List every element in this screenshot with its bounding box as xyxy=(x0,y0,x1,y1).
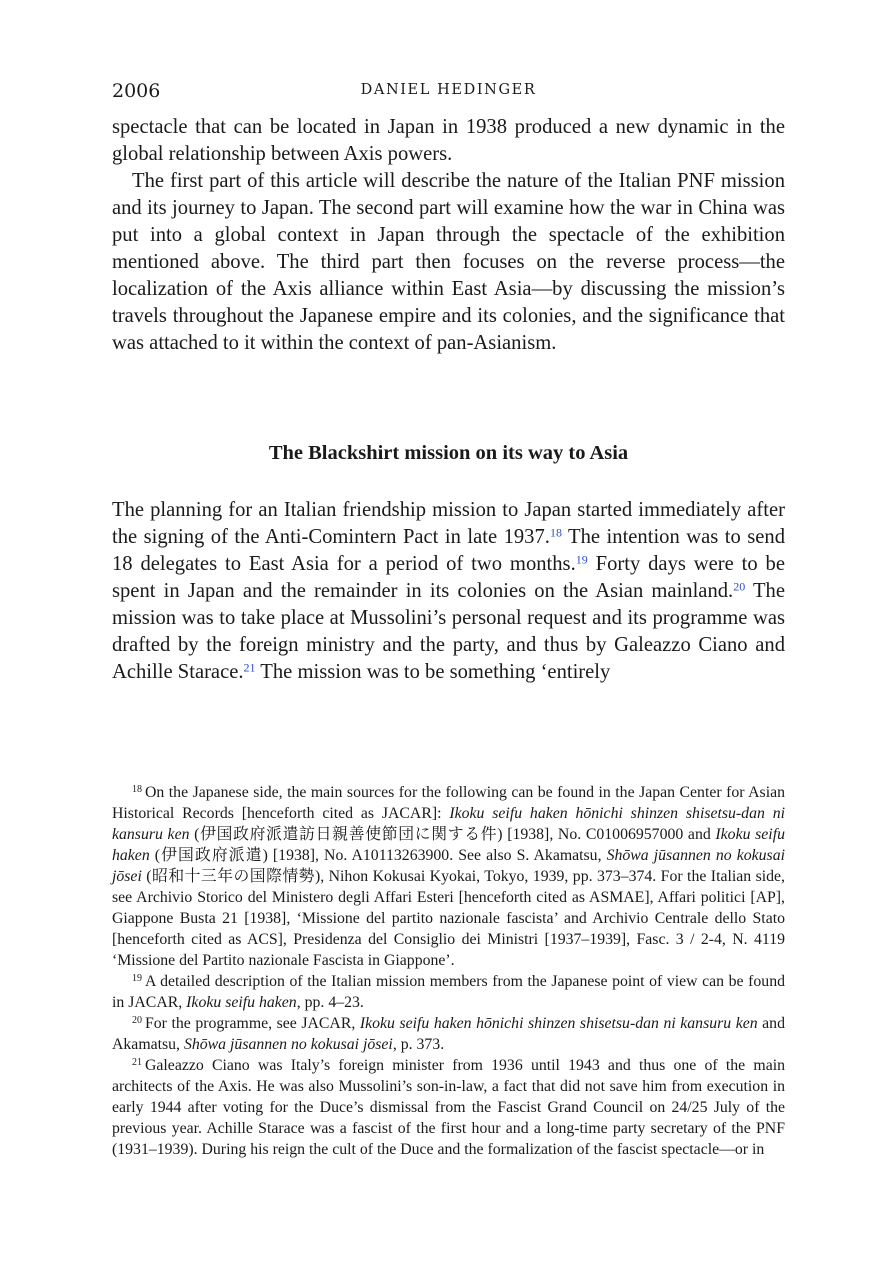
footnote-title: Ikoku seifu haken xyxy=(112,826,785,864)
footnote-text: For the programme, see JACAR, xyxy=(145,1015,360,1032)
text-span: Forty days were to be spent in Japan and the remainder in its colonies on the Asian mainland. xyxy=(112,553,785,602)
footnote-number: 19 xyxy=(132,972,142,984)
footnote-text: (昭和十三年の国際情勢), Nihon Kokusai Kyokai, Tokyo, 1939, pp. 373–374. For the Italian side, see Archivio Storico del Ministero degli Affari Esteri [henceforth cited as ASMAE], Affari politici [AP], Giappone Busta 21 [1938], ‘Missione del partito nazionale fascista’ and Archivio Centrale dello Stato [henceforth cited as ACS], Presidenza del Consiglio dei Ministri [1937–1939], Fasc. 3 / 2-4, N. 4119 ‘Missione del Partito nazionale Fascista in Giappone’. xyxy=(112,868,785,969)
footnotes xyxy=(112,782,785,1160)
paragraph-continued: spectacle that can be located in Japan in 1938 produced a new dynamic in the global relationship between Axis powers. xyxy=(112,116,785,165)
paragraph-mission-planning xyxy=(112,497,785,686)
section-heading: The Blackshirt mission on its way to Asia xyxy=(268,442,629,464)
text-span: The intention was to send 18 delegates to East Asia for a period of two months. xyxy=(112,526,785,575)
footnote-text: (伊国政府派遣) [1938], No. A10113263900. See also S. Akamatsu, xyxy=(149,847,607,864)
footnote-ref-20[interactable]: 20 xyxy=(733,579,746,594)
paragraph-article-structure: The first part of this article will describe the nature of the Italian PNF mission and its journey to Japan. The second part will examine how the war in China was put into a global context in Japan through the spectacle of the exhibition mentioned above. The third part then focuses on the reverse process—the localization of the Axis alliance within East Asia—by discussing the mission’s travels throughout the Japanese empire and its colonies, and the significance that was attached to it within the context of pan-Asianism. xyxy=(112,170,785,354)
footnote-title: Shōwa jūsannen no kokusai jōsei xyxy=(183,1036,393,1053)
footnote-title: Shōwa jūsannen no kokusai jōsei xyxy=(112,847,785,885)
footnote-ref-19[interactable]: 19 xyxy=(575,552,588,567)
footnote-18 xyxy=(112,782,785,971)
text-span: The planning for an Italian friendship mission to Japan started immediately after the signing of the Anti-Comintern Pact in late 1937. xyxy=(112,499,785,548)
footnote-text: , pp. 4–23. xyxy=(296,994,364,1011)
footnote-number: 18 xyxy=(132,783,142,795)
footnote-21 xyxy=(112,1055,785,1160)
body-block-2 xyxy=(112,497,785,686)
page-header xyxy=(112,80,785,104)
footnote-text: A detailed description of the Italian mission members from the Japanese point of view can be found in JACAR, xyxy=(112,973,785,1011)
footnote-text: and Akamatsu, xyxy=(112,1015,785,1053)
running-head: DANIEL HEDINGER xyxy=(360,82,537,98)
text-span: The mission was to take place at Mussolini’s personal request and its programme was drafted by the foreign ministry and the party, and thus by Galeazzo Ciano and Achille Starace. xyxy=(112,580,785,683)
footnote-text: Galeazzo Ciano was Italy’s foreign minister from 1936 until 1943 and thus one of the main architects of the Axis. He was also Mussolini’s son-in-law, a fact that did not save him from execution in early 1944 after voting for the Duce’s dismissal from the Fascist Grand Council on 24/25 July of the previous year. Achille Starace was a fascist of the first hour and a long-time party secretary of the PNF (1931–1939). During his reign the cult of the Duce and the formalization of the fascist spectacle—or in xyxy=(112,1057,785,1158)
footnote-20 xyxy=(112,1013,785,1055)
page-number: 2006 xyxy=(112,80,161,102)
text-span: The mission was to be something ‘entirely xyxy=(255,661,611,683)
footnote-title: Ikoku seifu haken hōnichi shinzen shisetsu-dan ni kansuru ken xyxy=(112,805,785,843)
footnote-ref-21[interactable]: 21 xyxy=(243,660,256,675)
footnote-number: 20 xyxy=(132,1014,142,1026)
footnote-title: Ikoku seifu haken hōnichi shinzen shisetsu-dan ni kansuru ken xyxy=(359,1015,758,1032)
footnote-text: , p. 373. xyxy=(392,1036,445,1053)
footnote-19 xyxy=(112,971,785,1013)
body-block-1 xyxy=(112,114,785,357)
footnote-ref-18[interactable]: 18 xyxy=(549,525,562,540)
footnote-text: On the Japanese side, the main sources for the following can be found in the Japan Center for Asian Historical Records [henceforth cited as JACAR]: xyxy=(112,784,785,822)
footnote-title: Ikoku seifu haken xyxy=(186,994,297,1011)
footnote-text: (伊国政府派遣訪日親善使節団に関する件) [1938], No. C01006957000 and xyxy=(189,826,716,843)
footnote-number: 21 xyxy=(132,1056,142,1068)
